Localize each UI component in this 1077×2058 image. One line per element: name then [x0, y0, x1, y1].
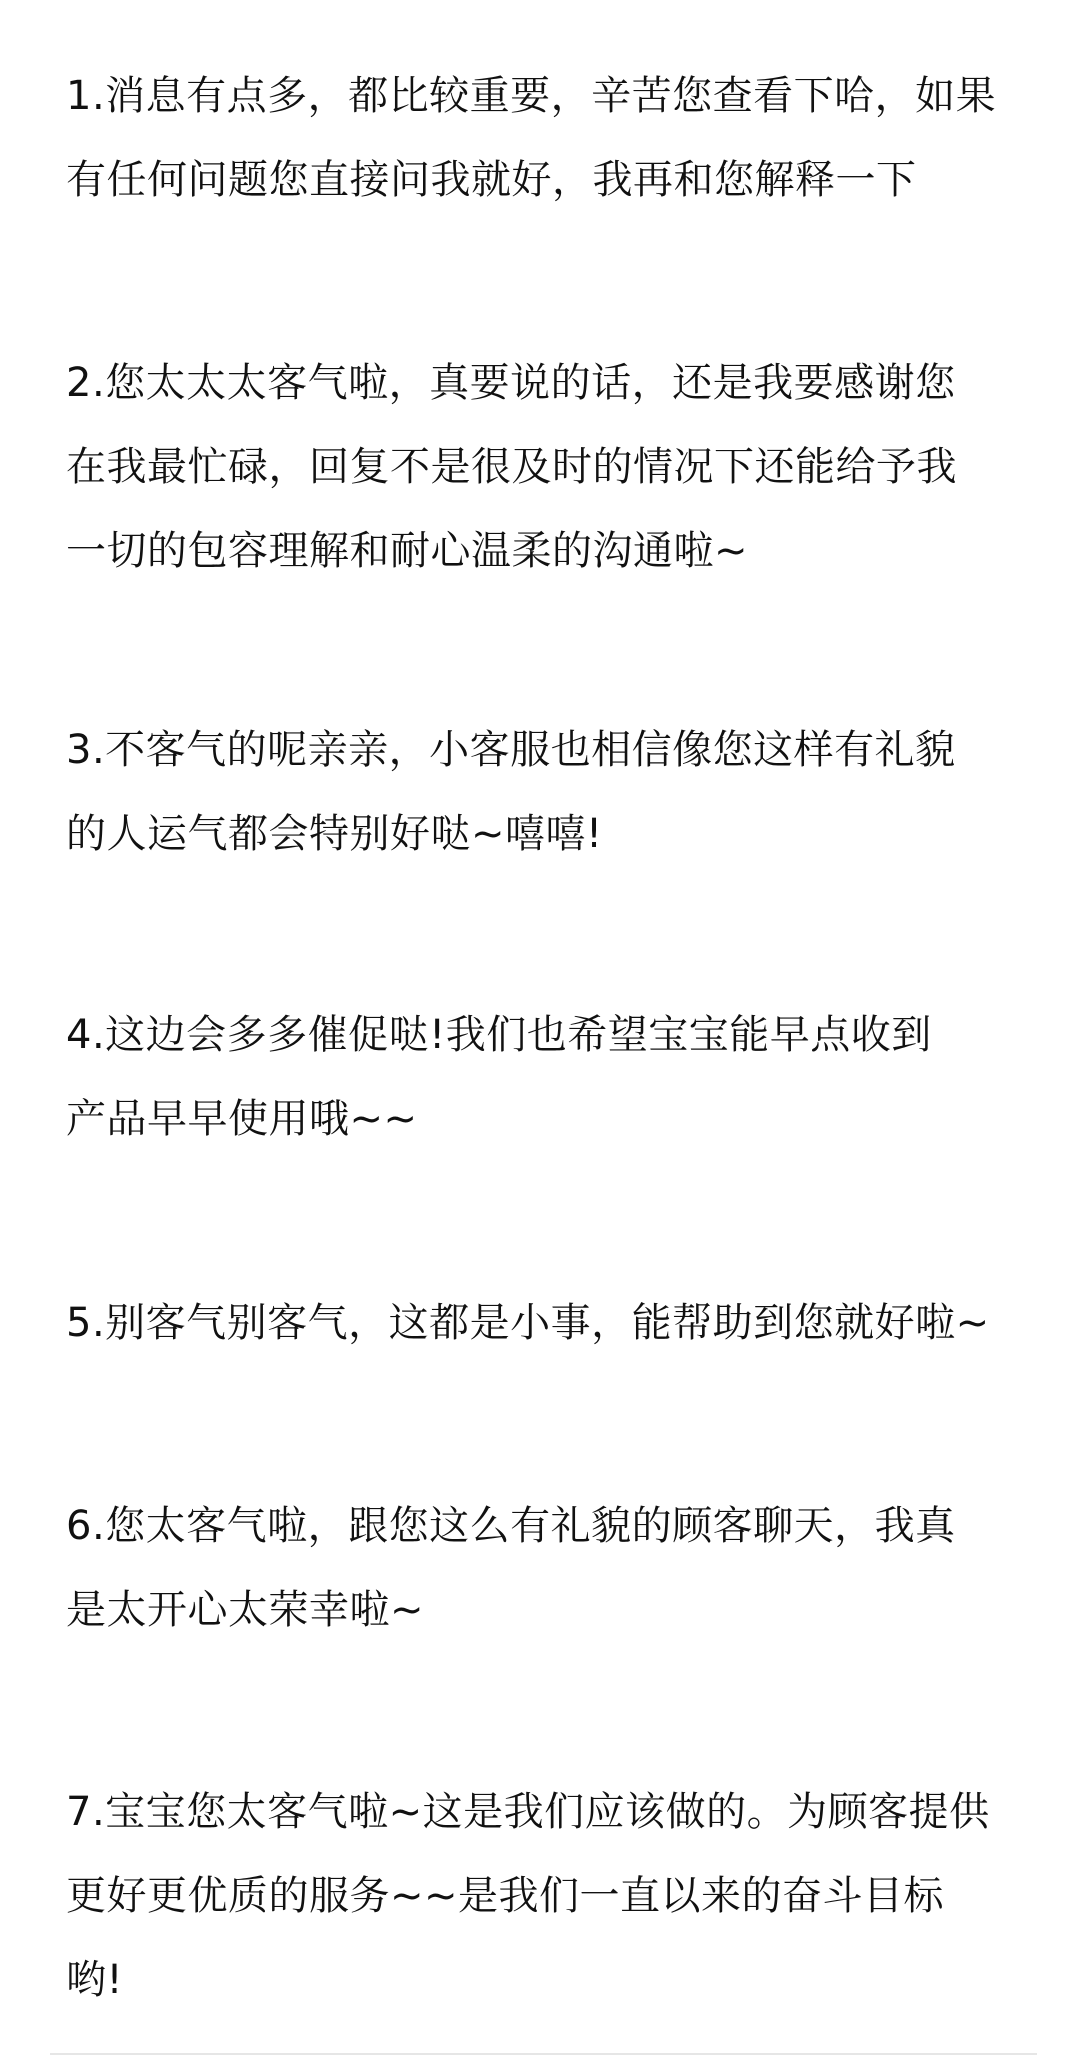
message-line: 4.这边会多多催促哒!我们也希望宝宝能早点收到 [66, 1012, 932, 1058]
message-4 [66, 993, 1026, 1161]
message-1 [66, 54, 1026, 222]
message-line: 在我最忙碌，回复不是很及时的情况下还能给予我 [66, 444, 957, 490]
message-line: 哟! [66, 1957, 124, 2003]
message-line: 更好更优质的服务~~是我们一直以来的奋斗目标 [66, 1873, 945, 1919]
message-line: 7.宝宝您太客气啦~这是我们应该做的。为顾客提供 [66, 1789, 990, 1835]
message-2 [66, 341, 1026, 593]
message-line: 有任何问题您直接问我就好，我再和您解释一下 [66, 157, 917, 203]
message-7 [66, 1770, 1026, 2022]
message-5 [66, 1281, 1026, 1365]
message-line: 产品早早使用哦~~ [66, 1096, 418, 1142]
message-line: 的人运气都会特别好哒~嘻嘻! [66, 811, 603, 857]
message-line: 6.您太客气啦，跟您这么有礼貌的顾客聊天，我真 [66, 1503, 956, 1549]
message-line: 2.您太太太客气啦，真要说的话，还是我要感谢您 [66, 360, 956, 406]
bottom-divider [50, 2053, 1037, 2055]
message-line: 是太开心太荣幸啦~ [66, 1587, 425, 1633]
message-line: 5.别客气别客气，这都是小事，能帮助到您就好啦~ [66, 1300, 990, 1346]
message-line: 一切的包容理解和耐心温柔的沟通啦~ [66, 528, 749, 574]
message-line: 3.不客气的呢亲亲，小客服也相信像您这样有礼貌 [66, 727, 956, 773]
message-line: 1.消息有点多，都比较重要，辛苦您查看下哈，如果 [66, 73, 997, 119]
message-3 [66, 708, 1026, 876]
message-6 [66, 1484, 1026, 1652]
